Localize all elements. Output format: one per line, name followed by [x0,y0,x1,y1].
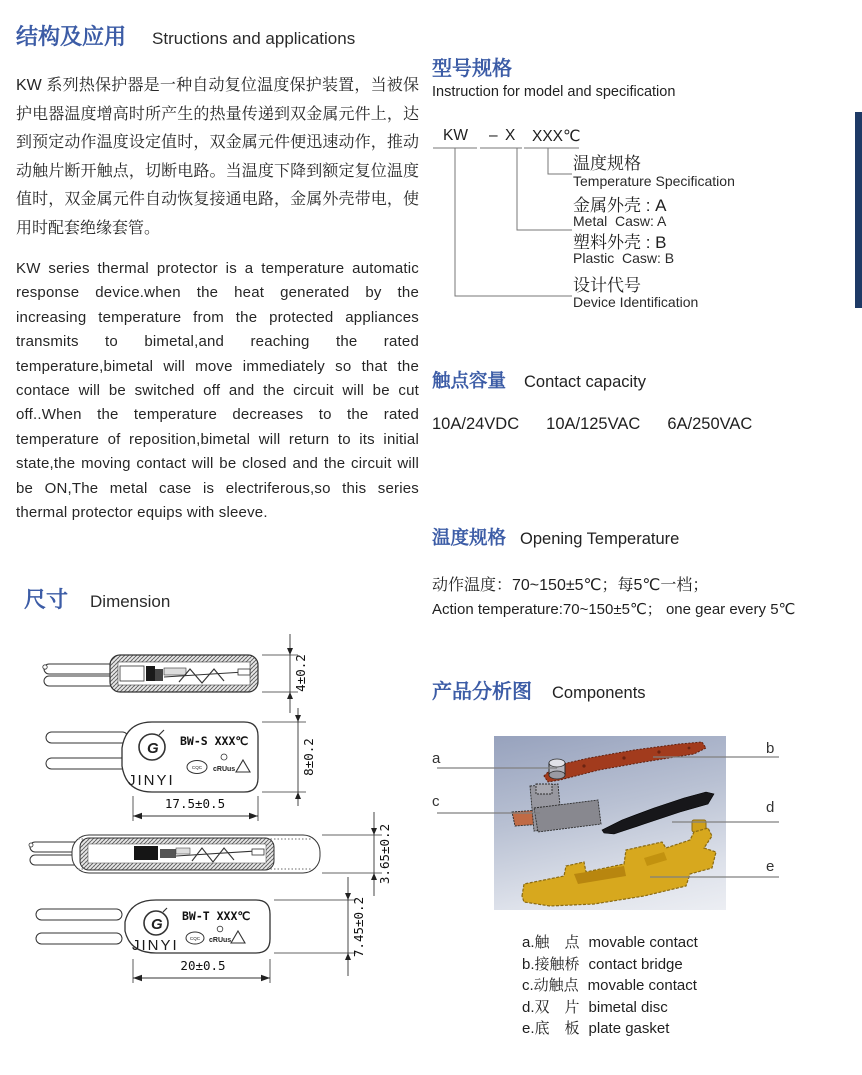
callout-lines [424,735,790,895]
legend-item-a [522,932,698,954]
structure-paragraph-en: KW series thermal protector is a temperature automatic response device.when the heat generated by the increasing temperature from the protected appliances transmits to bimetal,and reaching the rated temperature,bimetal will move immediately so that the contace will be switched off and the circuit will be cut off..When the temperature decreases to the rated temperature of reposition,bimetal will return to its initial state,the moving contact will be closed and the circuit will be ON,The metal case is electriferous,so this series thermal protector equips with sleeve. [16,260,419,522]
legend-desc-c: movable contact [587,977,697,994]
legend-key-e: e.底 板 [522,1020,580,1037]
components-section-heading [432,675,646,704]
legend-key-a: a.触 点 [522,934,580,951]
opening-title-zh: 温度规格 [432,527,507,548]
dim-label-4: 4±0.2 [293,654,308,692]
brand-logo-letter: G [147,740,159,757]
model-title-zh: 型号规格 [432,58,512,80]
drawing-top-view-bws [46,708,316,821]
page-edge-tab [855,112,862,308]
legend-key-d: d.双 片 [522,998,580,1016]
branch-temp-spec-zh: 温度规格 [573,154,641,173]
legend-item-c [522,975,698,997]
callout-e: e [766,858,775,875]
opening-title-en: Opening Temperature [520,530,680,548]
cert-cqc-label-2: CQC [189,936,201,941]
callout-c: c [432,793,440,810]
legend-desc-a: movable contact [588,934,698,951]
components-legend [522,932,698,1040]
dim-label-8: 8±0.2 [301,738,316,776]
drawing-side-view-long [29,812,392,896]
branch-plastic-case-zh: 塑料外壳 : B [573,233,667,252]
contact-ratings [432,415,752,434]
dim-label-20: 20±0.5 [180,958,226,973]
branch-device-id-en: Device Identification [573,294,699,310]
components-title-zh: 产品分析图 [432,681,532,703]
cert-cqc-label: CQC [191,765,203,770]
opening-section-heading [432,524,679,550]
dim-label-17-5: 17.5±0.5 [164,796,226,811]
legend-desc-b: contact bridge [588,955,683,973]
legend-item-b [522,954,698,976]
legend-key-b: b.接触桥 [522,955,580,973]
dimension-title-en: Dimension [90,592,171,611]
branch-device-id-zh: 设计代号 [573,276,641,295]
callout-d: d [766,799,775,816]
contact-title-zh: 触点容量 [432,370,507,391]
branch-metal-case-en: Metal Casw: A [573,213,667,229]
branch-temp-spec-en: Temperature Specification [573,173,735,189]
legend-item-e [522,1018,698,1040]
dimension-drawings [16,620,426,1000]
contact-title-en: Contact capacity [524,373,646,391]
model-code-prefix: KW [443,127,468,144]
model-marking-bwt: BW-T XXX℃ [182,909,251,923]
rating-125vac: 10A/125VAC [546,415,641,433]
brand-name-2: JINYI [132,937,179,954]
dim-label-3-65: 3.65±0.2 [377,823,392,885]
model-subtitle: Instruction for model and specification [432,84,676,100]
dim-label-7-45: 7.45±0.2 [351,896,366,958]
opening-line-zh: 动作温度：70~150±5℃；每5℃一档； [432,577,709,594]
dimension-title-zh: 尺寸 [24,587,69,612]
cert-ru-label: cRUus [213,766,236,773]
opening-line-en: Action temperature:70~150±5℃； one gear every 5℃ [432,601,796,618]
components-title-en: Components [552,684,646,702]
model-code-x: X [505,127,516,144]
callout-a: a [432,750,441,767]
structure-section-heading [16,20,355,51]
structure-paragraph-zh: KW 系列热保护器是一种自动复位温度保护装置，当被保护电器温度增高时所产生的热量传递到双金属元件上，达到预定动作温度设定值时，双金属元件便迅速动作，推动动触片断开触点，切断电路。当温度下降到额定复位温度值时，双金属元件自动恢复接通电路，金属外壳带电，使用时配套绝缘套管。 [16,77,419,237]
legend-key-c: c.动触点 [522,977,579,994]
model-code-temp: XXX℃ [532,128,581,145]
structure-title-en: Structions and applications [152,29,356,48]
model-code-dash: – [489,127,498,144]
branch-metal-case-zh: 金属外壳 : A [573,196,667,215]
legend-desc-e: plate gasket [588,1020,670,1037]
legend-desc-d: bimetal disc [588,998,668,1016]
contact-section-heading [432,367,646,393]
legend-item-d [522,997,698,1019]
callout-b: b [766,740,775,757]
rating-dc: 10A/24VDC [432,415,520,433]
brand-name: JINYI [128,772,175,789]
drawing-side-view-small [43,634,308,713]
brand-logo-letter-2: G [151,916,163,933]
branch-plastic-case-en: Plastic Casw: B [573,250,675,266]
cert-ru-label-2: cRUus [209,937,232,944]
dimension-section-heading [24,583,170,614]
drawing-top-view-bwt [36,877,366,983]
model-marking-bws: BW-S XXX℃ [180,734,249,748]
rating-250vac: 6A/250VAC [667,415,753,433]
structure-title-zh: 结构及应用 [16,24,127,49]
